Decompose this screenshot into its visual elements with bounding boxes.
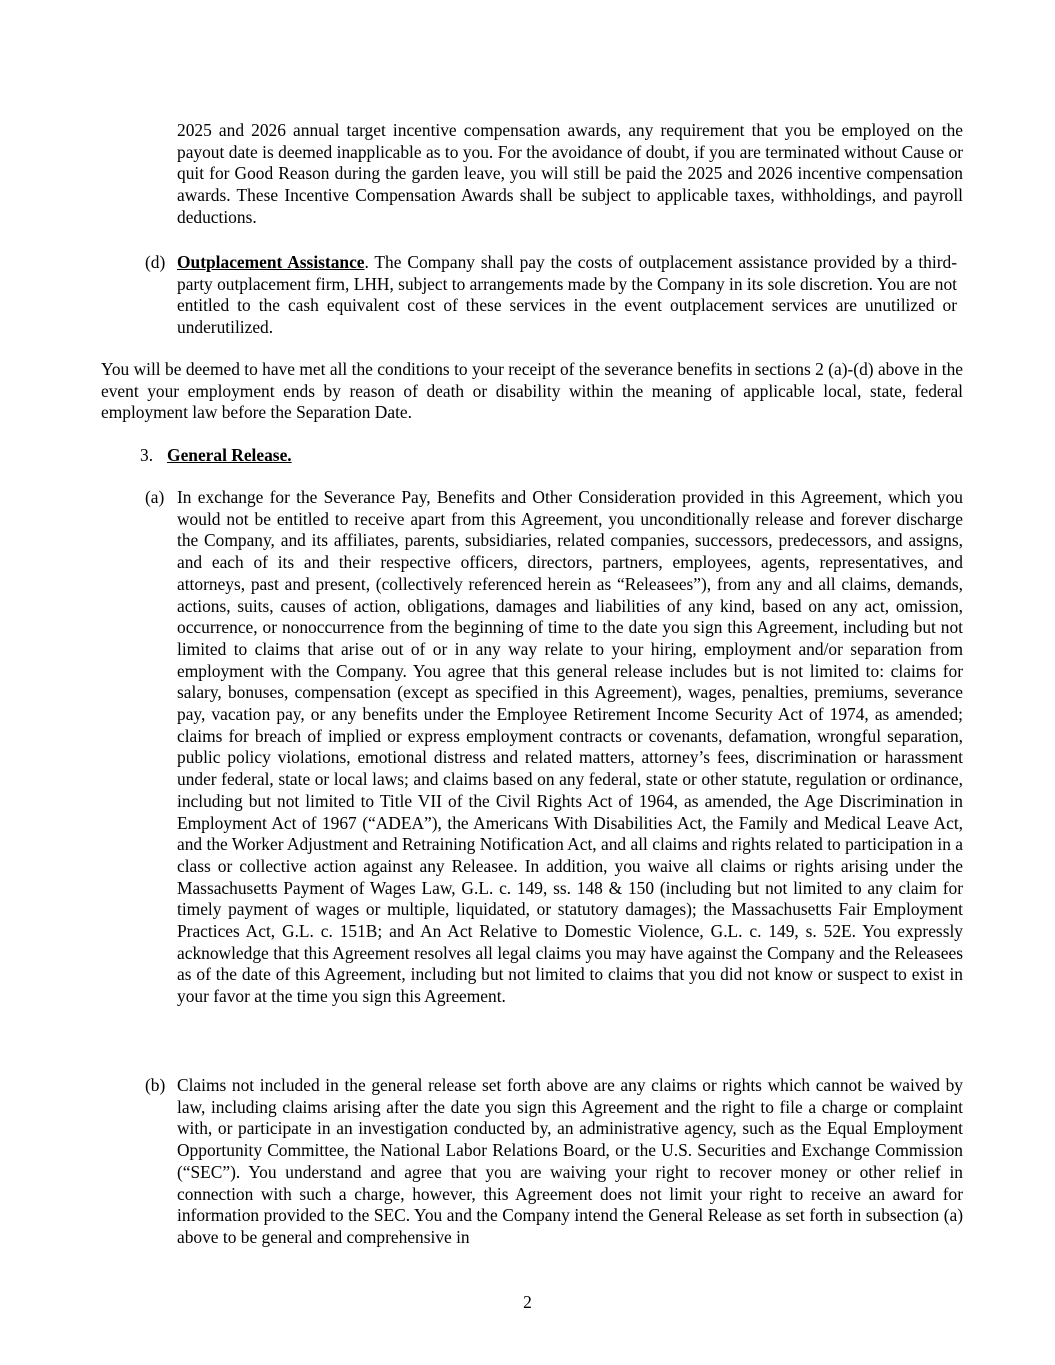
section-2c-continuation: 2025 and 2026 annual target incentive compensation awards, any requirement that you be employed on the payout date is deemed inapplicable as to you. For the avoidance of doubt, if you are terminated without Cause or quit for Good Reason during the garden leave, you will still be paid the 2025 and 2026 incentive compensation awards. These Incentive Compensation Awards shall be subject to applicable taxes, withholdings, and payroll deductions. xyxy=(177,120,963,227)
severance-conditions-paragraph: You will be deemed to have met all the conditions to your receipt of the severance benefits in sections 2 (a)-(d) above in the event your employment ends by reason of death or disability within the meaning of applicable local, state, federal employment law before the Separation Date. xyxy=(101,359,963,423)
section-title: General Release. xyxy=(167,445,292,465)
item-text: In exchange for the Severance Pay, Benefits and Other Consideration provided in this Agreement, which you would not be entitled to receive apart from this Agreement, you unconditionally release and forever discharge the Company, and its affiliates, parents, subsidiaries, related companies, successors, predecessors, and assigns, and each of its and their respective officers, directors, partners, employees, agents, representatives, and attorneys, past and present, (collectively referenced herein as “Releasees”), from any and all claims, demands, actions, suits, causes of action, obligations, damages and liabilities of any kind, based on any act, omission, occurrence, or nonoccurrence from the beginning of time to the date you sign this Agreement, including but not limited to claims that arise out of or in any way relate to your hiring, employment and/or separation from employment with the Company. You agree that this general release includes but is not limited to: claims for salary, bonuses, compensation (except as specified in this Agreement), wages, penalties, premiums, severance pay, vacation pay, or any benefits under the Employee Retirement Income Security Act of 1974, as amended; claims for breach of implied or express employment contracts or covenants, defamation, wrongful separation, public policy violations, emotional distress and related matters, attorney’s fees, discrimination or harassment under federal, state or local laws; and claims based on any federal, state or other statute, regulation or ordinance, including but not limited to Title VII of the Civil Rights Act of 1964, as amended, the Age Discrimination in Employment Act of 1967 (“ADEA”), the Americans With Disabilities Act, the Family and Medical Leave Act, and the Worker Adjustment and Retraining Notification Act, and all claims and rights related to participation in a class or collective action against any Releasee. In addition, you waive all claims or rights arising under the Massachusetts Payment of Wages Law, G.L. c. 149, ss. 148 & 150 (including but not limited to any claim for timely payment of wages or multiple, liquidated, or statutory damages); the Massachusetts Fair Employment Practices Act, G.L. c. 151B; and An Act Relative to Domestic Violence, G.L. c. 149, s. 52E. You expressly acknowledge that this Agreement resolves all legal claims you may have against the Company and the Releasees as of the date of this Agreement, including but not limited to claims that you did not know or suspect to exist in your favor at the time you sign this Agreement. xyxy=(177,487,963,1007)
section-3a-release xyxy=(145,487,963,1008)
item-title: Outplacement Assistance xyxy=(177,252,365,272)
page-number: 2 xyxy=(523,1292,532,1312)
section-2d-outplacement xyxy=(145,252,957,339)
item-label: (d) xyxy=(145,252,166,272)
section-3-heading xyxy=(140,445,292,467)
item-text: Claims not included in the general release set forth above are any claims or rights which cannot be waived by law, including claims arising after the date you sign this Agreement and the right to file a charge or complaint with, or participate in an investigation conducted by, an administrative agency, such as the Equal Employment Opportunity Committee, the National Labor Relations Board, or the U.S. Securities and Exchange Commission (“SEC”). You understand and agree that you are waiving your right to recover money or other relief in connection with such a charge, however, this Agreement does not limit your right to receive an award for information provided to the SEC. You and the Company intend the General Release as set forth in subsection (a) above to be general and comprehensive in xyxy=(177,1075,963,1247)
section-3b-exclusions xyxy=(145,1075,963,1249)
item-label: (a) xyxy=(145,487,165,507)
section-number: 3. xyxy=(140,445,154,465)
item-label: (b) xyxy=(145,1075,166,1095)
item-body xyxy=(177,252,957,339)
item-text: . The Company shall pay the costs of outplacement assistance provided by a third-party outplacement firm, LHH, subject to arrangements made by the Company in its sole discretion. You are not entitled to the cash equivalent cost of these services in the event outplacement services are unutilized or underutilized. xyxy=(177,252,957,338)
